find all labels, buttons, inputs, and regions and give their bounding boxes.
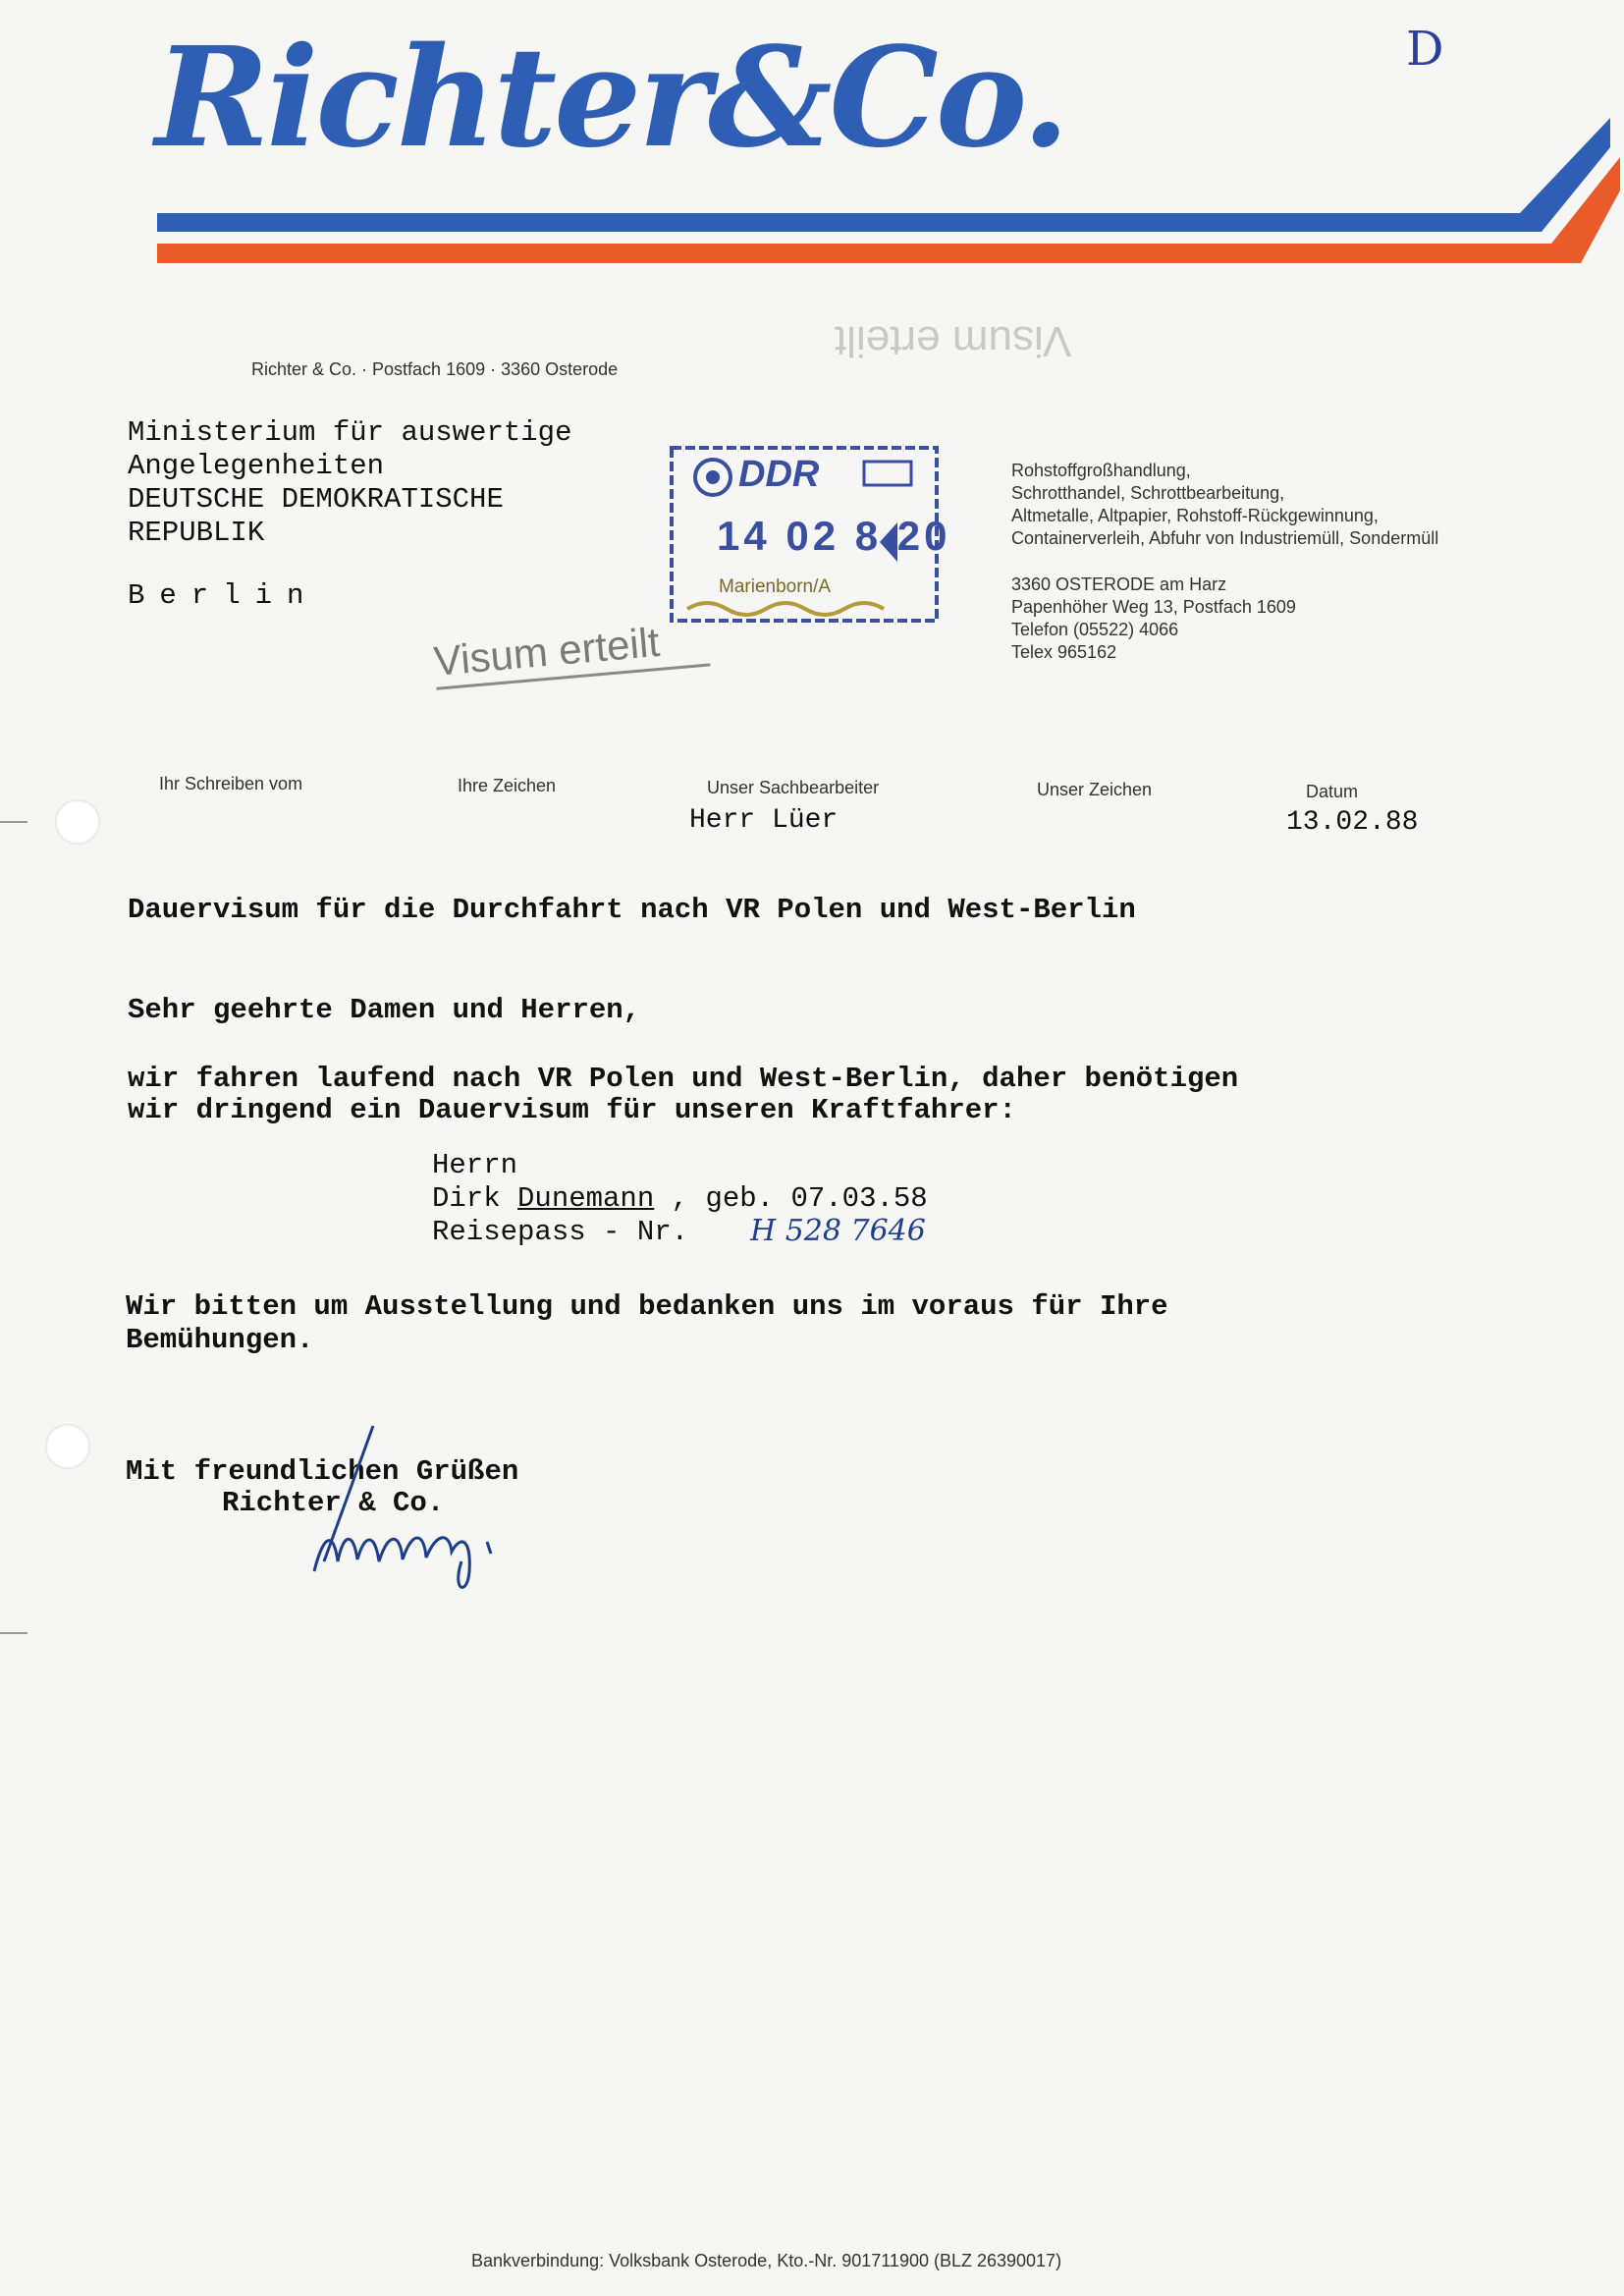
business-line: Altmetalle, Altpapier, Rohstoff-Rückgewinnung,	[1011, 506, 1379, 525]
driver-last-name: Dunemann	[517, 1182, 655, 1215]
paragraph-2-line-1: Wir bitten um Ausstellung und bedanken uns im voraus für Ihre	[126, 1290, 1168, 1323]
visum-stamp-text: Visum erteilt	[432, 618, 662, 684]
business-line: Schrotthandel, Schrottbearbeitung,	[1011, 483, 1285, 503]
punch-hole	[45, 1424, 90, 1469]
company-info	[1011, 460, 1438, 664]
company-logo: Richter&Co.	[155, 18, 1067, 179]
address-line: 3360 OSTERODE am Harz	[1011, 574, 1227, 594]
footer-bank-details: Bankverbindung: Volksbank Osterode, Kto.-Nr. 901711900 (BLZ 26390017)	[471, 2251, 1062, 2270]
fold-mark	[0, 1632, 27, 1634]
ghost-stamp-imprint: Visum erteilt	[835, 317, 1072, 365]
ref-ihr-schreiben-label: Ihr Schreiben vom	[159, 774, 303, 793]
driver-birthdate: , geb. 07.03.58	[654, 1182, 928, 1215]
recipient-line: REPUBLIK	[128, 517, 265, 549]
address-line: Telefon (05522) 4066	[1011, 620, 1179, 639]
stamp-date: 14 02 8 20	[717, 513, 951, 559]
fold-mark	[0, 821, 27, 823]
closing-company: Richter & Co.	[222, 1487, 445, 1519]
visum-erteilt-stamp	[432, 615, 711, 690]
ref-ihre-zeichen-label: Ihre Zeichen	[458, 776, 557, 795]
paragraph-2-line-2: Bemühungen.	[126, 1324, 314, 1356]
recipient-address	[128, 416, 571, 550]
corner-handwritten-mark: D	[1406, 22, 1444, 77]
ref-unser-zeichen-label: Unser Zeichen	[1037, 780, 1153, 799]
address-line: Papenhöher Weg 13, Postfach 1609	[1011, 597, 1296, 617]
recipient-city: Berlin	[128, 579, 319, 612]
letterhead-stripes	[0, 0, 1624, 295]
ddr-border-stamp	[668, 444, 951, 625]
address-line: Telex 965162	[1011, 642, 1117, 662]
handwritten-signature	[295, 1424, 609, 1601]
stamp-place: Marienborn/A	[719, 576, 832, 597]
sender-line: Richter & Co. · Postfach 1609 · 3360 Osterode	[251, 359, 619, 379]
business-line: Rohstoffgroßhandlung,	[1011, 461, 1191, 480]
ref-datum-label: Datum	[1306, 782, 1359, 801]
ref-datum-value: 13.02.88	[1286, 807, 1419, 838]
paragraph-1-line-1: wir fahren laufend nach VR Polen und West-Berlin, daher benötigen	[128, 1063, 1239, 1095]
ref-sachbearbeiter-label: Unser Sachbearbeiter	[707, 778, 880, 797]
passport-label: Reisepass - Nr.	[432, 1216, 689, 1248]
passport-line	[432, 1216, 688, 1248]
recipient-line: DEUTSCHE DEMOKRATISCHE	[128, 483, 504, 516]
paragraph-1-line-2: wir dringend ein Dauervisum für unseren Kraftfahrer:	[128, 1094, 1016, 1126]
business-line: Containerverleih, Abfuhr von Industriemüll, Sondermüll	[1011, 528, 1439, 548]
recipient-line: Angelegenheiten	[128, 450, 385, 482]
driver-name-line	[432, 1182, 928, 1215]
stamp-ddr-label: DDR	[738, 454, 820, 495]
passport-number-handwritten: H 528 7646	[750, 1214, 926, 1248]
ref-sachbearbeiter-value: Herr Lüer	[689, 805, 839, 836]
punch-hole	[55, 799, 100, 845]
salutation: Sehr geehrte Damen und Herren,	[128, 994, 641, 1026]
closing: Mit freundlichen Grüßen	[126, 1455, 519, 1488]
driver-salutation: Herrn	[432, 1149, 518, 1181]
driver-first-name: Dirk	[432, 1182, 518, 1215]
recipient-line: Ministerium für auswertige	[128, 416, 572, 449]
letter-subject: Dauervisum für die Durchfahrt nach VR Polen und West-Berlin	[128, 894, 1136, 926]
